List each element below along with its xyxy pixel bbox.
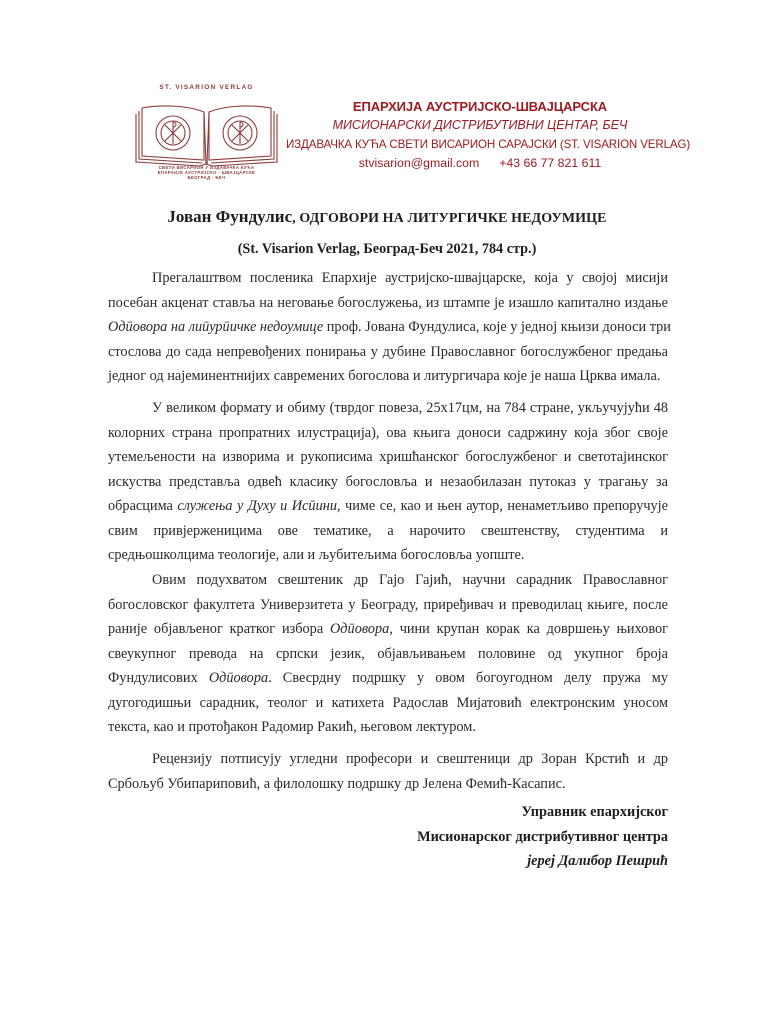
text-run: , чиме се, као и њен аутор, ненаметљиво препоручује xyxy=(336,498,669,514)
paragraph-1 xyxy=(108,266,671,389)
paragraph-2 xyxy=(108,396,668,568)
text-run: раније објављеног кратког избора xyxy=(108,621,330,637)
text-run: Прегалаштвом посленика Епархије аустријско-швајцарске, која у својој мисији xyxy=(152,270,668,286)
text-run: свеукупног превода на српски језик, објављивањем половине од укупног броја xyxy=(108,645,668,662)
text-run: проф. Јована Фундулиса, које у једној књизи доноси три xyxy=(323,319,671,335)
email-link[interactable]: stvisarion@gmail.com xyxy=(358,156,480,170)
paragraph-line xyxy=(108,593,668,618)
text-run: посебан акценат ставља на неговање богослужења, из штампе је изашло капитално издање xyxy=(108,294,668,311)
paragraph-line xyxy=(108,266,668,291)
text-run: обрасцима xyxy=(108,498,178,514)
paragraph-line xyxy=(108,617,668,642)
text-run: , чини крупан корак ка довршењу њиховог xyxy=(389,621,668,637)
mission-center-name: МИСИОНАРСКИ ДИСТРИБУТИВНИ ЦЕНТАР, БЕЧ xyxy=(332,118,628,132)
text-run: утемељености на изворима и рукописима хришћанског богослужбеног и светотајинског xyxy=(108,449,668,465)
paragraph-line xyxy=(108,364,668,389)
signature-block xyxy=(308,800,668,874)
paragraph-line xyxy=(108,396,668,421)
text-run: . Свесрдну подршку у овом богоугодном делу пружа му xyxy=(268,670,668,686)
text-run: Србољуб Убипариповић, а филолошку подршку др Јелена Фемић-Касапис. xyxy=(108,775,566,792)
paragraph-line xyxy=(108,494,668,519)
text-run: искуства представља одвећ класику богословља и незаобилазан путоказ у трагању за xyxy=(108,473,668,490)
paragraph-line xyxy=(108,470,668,495)
text-run: У великом формату и обиму (тврдог повеза, 25x17цм, на 784 стране, укључујући 48 xyxy=(152,400,668,416)
paragraph-line xyxy=(108,519,668,544)
text-run: колорних страна пропратних илустрација), ова књига доноси садржину која због своје xyxy=(108,424,668,441)
text-run: Рецензију потписују угледни професори и свештеници др Зоран Крстић и др xyxy=(152,751,668,767)
publication-info: (St. Visarion Verlag, Београд-Беч 2021, 784 стр.) xyxy=(237,241,537,257)
logo-bottom-line: СВЕТИ ВИСАРИОН У ИЗДАВАЧКА КУЋА xyxy=(158,165,255,170)
letterhead xyxy=(286,97,691,173)
logo-bottom-line: ЕПАРХИЈЕ АУСТРИЈСКО - ШВАЈЦАРСКЕ xyxy=(157,170,256,176)
text-run: богословског факултета Универзитета у Београду, приређивач и преводилац књиге, после xyxy=(108,596,668,613)
document-title xyxy=(100,207,674,227)
title-separator: , xyxy=(292,211,300,226)
eparchy-name: ЕПАРХИЈА АУСТРИЈСКО-ШВАЈЦАРСКА xyxy=(352,99,608,114)
text-run: текста, као и протођакон Радомир Ракић, његовом лектуром. xyxy=(108,719,476,735)
italic-text: Одӣовора xyxy=(208,670,269,686)
paragraph-line xyxy=(108,291,668,316)
italic-text: служења у Духу и Исӣини xyxy=(177,498,337,514)
phone-number: +43 66 77 821 611 xyxy=(499,156,602,170)
text-run: Овим подухватом свештеник др Гајо Гајић, научни сарадник Православног xyxy=(152,572,668,588)
paragraph-line xyxy=(108,445,668,470)
italic-text: Одӣовора на лиӣурӣичке недоумице xyxy=(108,319,324,335)
paragraph-line xyxy=(108,315,671,340)
italic-text: Одӣовора xyxy=(329,621,390,637)
text-run: средњошколцима теологије, али и љубитељима богословља уопште. xyxy=(108,547,525,563)
signature-title-line-2: Мисионарског дистрибутивног центра xyxy=(417,828,668,845)
title-author: Јован Фундулис xyxy=(167,207,293,226)
paragraph-line xyxy=(108,747,668,772)
paragraph-4 xyxy=(108,747,668,796)
signature-name: јереј Далибор Пешрић xyxy=(527,853,668,869)
text-run: Фундулисових xyxy=(108,670,209,686)
paragraph-line xyxy=(108,568,668,593)
logo-bottom-line: БЕОГРАД - БЕЧ xyxy=(187,175,226,181)
paragraph-line xyxy=(108,421,668,446)
signature-title-line-1: Управник епархијског xyxy=(521,804,668,820)
logo-top-text: ST. VISARION VERLAG xyxy=(159,84,254,91)
paragraph-line xyxy=(108,642,668,667)
paragraph-line xyxy=(108,666,668,691)
text-run: једног од најеминентнијих савремених богослова и литургичара које је наша Црква имала. xyxy=(108,368,661,384)
paragraph-line xyxy=(108,543,668,568)
text-run: дугогодишњи сарадник, теолог и катихета Радослав Мијатовић електронским уносом xyxy=(108,694,668,711)
paragraph-line xyxy=(108,340,668,365)
text-run: свим привјерженицима ове тематике, а нарочито свештенству, студентима и xyxy=(108,522,668,539)
logo-bottom-text xyxy=(134,165,279,181)
publisher-name: ИЗДАВАЧКА КУЋА СВЕТИ ВИСАРИОН САРАЈСКИ (ST. VISARION VERLAG) xyxy=(286,138,691,151)
paragraph-line xyxy=(108,691,668,716)
st-visarion-verlag-logo xyxy=(134,84,279,188)
text-run: стослова до сада непревођених понирања у дубине Православног богослужбеног предања xyxy=(108,343,668,360)
paragraph-3 xyxy=(108,568,668,740)
paragraph-line xyxy=(108,772,668,797)
contact-line xyxy=(286,154,674,173)
title-book: ОДГОВОРИ НА ЛИТУРГИЧКЕ НЕДОУМИЦЕ xyxy=(299,211,607,226)
paragraph-line xyxy=(108,715,668,740)
